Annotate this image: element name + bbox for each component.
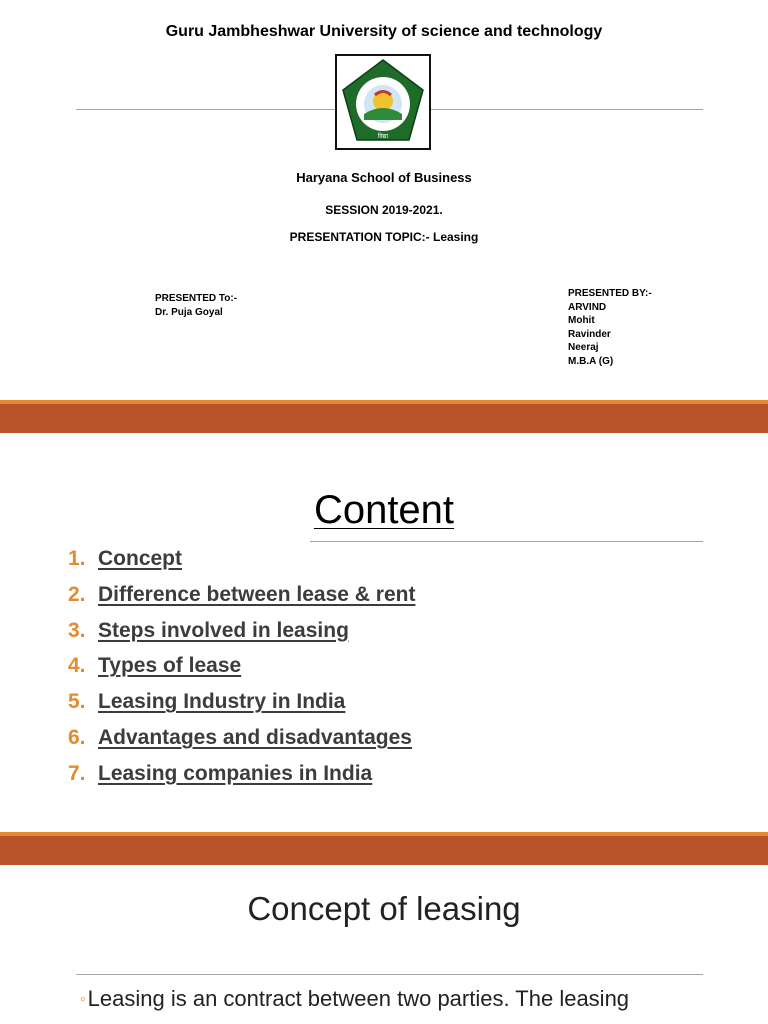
presented-to-label: PRESENTED To:-	[155, 293, 238, 304]
concept-bullet-text: Leasing is an contract between two parties. The leasing	[87, 986, 630, 1011]
toc-link-difference[interactable]: Difference between lease & rent	[98, 582, 416, 606]
list-item	[68, 654, 415, 690]
slide-separator	[0, 836, 768, 865]
list-item	[68, 690, 415, 726]
toc-link-advantages[interactable]: Advantages and disadvantages	[98, 725, 412, 749]
content-list	[68, 547, 415, 798]
presenter-name: Neeraj	[568, 342, 599, 353]
presenter-name: Mohit	[568, 315, 595, 326]
presenter-name: ARVIND	[568, 301, 607, 313]
toc-link-companies[interactable]: Leasing companies in India	[98, 761, 373, 785]
bullet-icon: ◦	[80, 991, 86, 1008]
presented-by-label: PRESENTED BY:-	[568, 288, 652, 299]
list-number: 1.	[68, 547, 86, 570]
toc-link-steps[interactable]: Steps involved in leasing	[98, 618, 349, 642]
presented-to-name: Dr. Puja Goyal	[155, 306, 223, 318]
content-divider	[310, 541, 703, 542]
school-name: Haryana School of Business	[296, 170, 472, 185]
university-logo-icon	[335, 54, 431, 150]
list-number: 5.	[68, 690, 86, 714]
content-title	[0, 488, 768, 533]
list-number: 6.	[68, 725, 86, 749]
presenter-program: M.B.A (G)	[568, 355, 614, 367]
list-item	[68, 726, 415, 762]
svg-text:विद्या: विद्या	[377, 133, 389, 140]
presentation-topic: PRESENTATION TOPIC:- Leasing	[289, 230, 479, 244]
concept-bullet	[80, 986, 629, 1012]
list-number: 2.	[68, 582, 86, 606]
concept-divider	[76, 974, 703, 975]
presented-to-block	[155, 292, 237, 319]
toc-link-industry[interactable]: Leasing Industry in India	[98, 690, 346, 714]
slide-separator	[0, 404, 768, 433]
list-item	[68, 583, 415, 619]
list-item	[68, 762, 415, 798]
university-name: Guru Jambheshwar University of science and technology	[165, 23, 603, 40]
presenter-name: Ravinder	[568, 328, 611, 340]
list-number: 4.	[68, 654, 86, 678]
content-title-text: Content	[313, 488, 455, 532]
concept-title: Concept of leasing	[247, 890, 521, 927]
list-number: 3.	[68, 618, 86, 642]
list-item	[68, 547, 415, 583]
session-text: SESSION 2019-2021.	[325, 203, 443, 217]
list-item	[68, 619, 415, 655]
presented-by-block	[568, 287, 652, 368]
toc-link-types[interactable]: Types of lease	[98, 654, 242, 678]
toc-link-concept[interactable]: Concept	[98, 547, 182, 570]
list-number: 7.	[68, 761, 86, 785]
